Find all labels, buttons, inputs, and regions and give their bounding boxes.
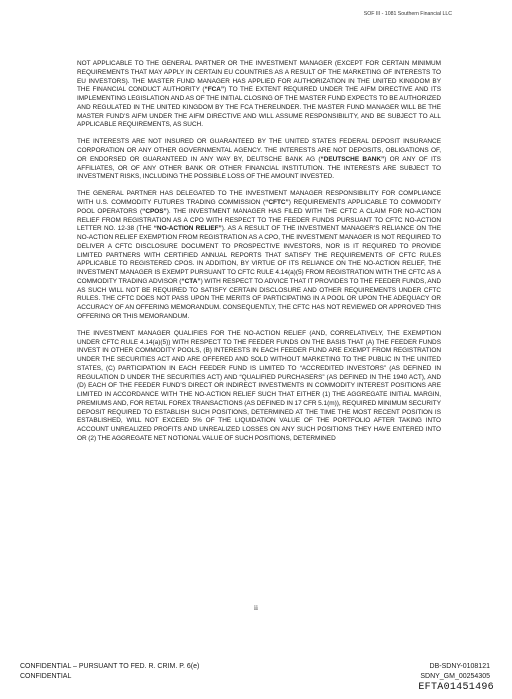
defined-term: “NO-ACTION RELIEF” xyxy=(153,225,222,233)
defined-term: “FCA” xyxy=(204,86,225,94)
paragraph-text: NOT APPLICABLE TO THE GENERAL PARTNER OR THE INVESTMENT MANAGER (EXCEPT FOR CERTAIN MINIMUM REQUIREMENTS THAT MAY APPLY IN CERTAIN EU COUNTRIES AS A RESULT OF THE MARKETING OF INTERESTS TO EU INVESTORS). THE MASTER FUND MANAGER HAS APPLIED FOR AUTHORIZATION IN THE UNITED KINGDOM BY THE FINANCIAL CONDUCT AUTHORITY ( xyxy=(77,60,441,94)
paragraph-text: ). AS A RESULT OF THE INVESTMENT MANAGER’S RELIANCE ON THE NO-ACTION RELIEF EXEMPTION FROM REGISTRATION AS A CPO, THE INVESTMENT MANAGER IS NOT REQUIRED TO DELIVER A CFTC DISCLOSURE DOCUMENT TO PROSPECTIVE INVESTORS, NOR IS IT REQUIRED TO PROVIDE LIMITED PARTNERS WITH CERTIFIED ANNUAL REPORTS THAT SATISFY THE REQUIREMENTS OF CFTC RULES APPLICABLE TO REGISTERED CPOS. IN ADDITION, BY VIRTUE OF ITS RELIANCE ON THE NO-ACTION RELIEF, THE INVESTMENT MANAGER IS EXEMPT PURSUANT TO CFTC RULE 4.14(a)(5) FROM REGISTRATION WITH THE CFTC AS A COMMODITY TRADING ADVISOR ( xyxy=(77,225,442,285)
paragraph-no-action-qualification xyxy=(77,330,441,444)
paragraph-cftc-delegation xyxy=(77,190,441,321)
defined-term: “CFTC” xyxy=(265,199,289,207)
paragraph-text: THE INVESTMENT MANAGER QUALIFIES FOR THE NO-ACTION RELIEF (AND, CORRELATIVELY, THE EXEMPTION UNDER CFTC RULE 4.14(a)(5)) WITH RESPECT TO THE FEEDER FUNDS ON THE BASIS THAT (A) THE FEEDER FUNDS INVEST IN OTHER COMMODITY POOLS, (B) INTERESTS IN EACH FEEDER FUND ARE EXEMPT FROM REGISTRATION UNDER THE SECURITIES ACT AND ARE OFFERED AND SOLD WITHOUT MARKETING TO THE PUBLIC IN THE UNITED STATES, (C) PARTICIPATION IN EACH FEEDER FUND IS LIMITED TO “ACCREDITED INVESTORS” (AS DEFINED IN REGULATION D UNDER THE SECURITIES ACT) AND “QUALIFIED PURCHASERS” (AS DEFINED IN THE 1940 ACT), AND (D) EACH OF THE FEEDER FUND’S DIRECT OR INDIRECT INVESTMENTS IN COMMODITY INTEREST POSITIONS ARE LIMITED IN ACCORDANCE WITH THE NO-ACTION RELIEF SUCH THAT EITHER (1) THE AGGREGATE INITIAL MARGIN, PREMIUMS AND, FOR RETAIL FOREX TRANSACTIONS (AS DEFINED IN 17 CFR 5.1(m)), REQUIRED MINIMUM SECURITY DEPOSIT REQUIRED TO ESTABLISH SUCH POSITIONS, DETERMINED AT THE TIME THE MOST RECENT POSITION IS ESTABLISHED, WILL NOT EXCEED 5% OF THE LIQUIDATION VALUE OF THE PORTFOLIO AFTER TAKING INTO ACCOUNT UNREALIZED PROFITS AND UNREALIZED LOSSES ON ANY SUCH POSITIONS THEY HAVE ENTERED INTO OR (2) THE AGGREGATE NET NOTIONAL VALUE OF SUCH POSITIONS, DETERMINED xyxy=(77,329,441,442)
paragraph-not-insured xyxy=(77,138,441,182)
footer-bates-numbers xyxy=(420,662,490,682)
paragraph-text: ). THE INVESTMENT MANAGER HAS FILED WITH THE CFTC A CLAIM FOR NO-ACTION RELIEF FROM REGISTRATION AS A CPO WITH RESPECT TO THE FEEDER FUNDS PURSUANT TO CFTC NO-ACTION LETTER NO. 12-38 (THE xyxy=(77,207,441,233)
defined-term: “CTA” xyxy=(181,277,201,285)
document-body xyxy=(77,60,441,452)
footer-left-line-1: CONFIDENTIAL – PURSUANT TO FED. R. CRIM. P. 6(e) xyxy=(20,663,200,670)
document-reference: SOF III - 1081 Southern Financial LLC xyxy=(363,11,452,17)
paragraph-aifm xyxy=(77,60,441,130)
page-number: ii xyxy=(254,604,258,612)
paragraph-text: ) WITH RESPECT TO ADVICE THAT IT PROVIDES TO THE FEEDER FUNDS, AND AS SUCH WILL NOT BE REQUIRED TO SATISFY CERTAIN DISCLOSURE AND OTHER REQUIREMENTS UNDER CFTC RULES. THE CFTC DOES NOT PASS UPON THE MERITS OF PARTICIPATING IN A POOL OR UPON THE ADEQUACY OR ACCURACY OF AN OFFERING MEMORANDUM. CONSEQUENTLY, THE CFTC HAS NOT REVIEWED OR APPROVED THIS OFFERING OR THIS MEMORANDUM. xyxy=(77,277,441,320)
paragraph-text: THE GENERAL PARTNER HAS DELEGATED TO THE INVESTMENT MANAGER RESPONSIBILITY FOR COMPLIANCE WITH U.S. COMMODITY FUTURES TRADING COMMISSION ( xyxy=(77,190,441,207)
footer-left-line-2: CONFIDENTIAL xyxy=(20,673,72,680)
defined-term: “CPOS” xyxy=(142,207,167,215)
footer-confidentiality xyxy=(20,662,199,682)
defined-term: “DEUTSCHE BANK” xyxy=(320,155,385,163)
paragraph-text: ) TO THE EXTENT REQUIRED UNDER THE AIFM DIRECTIVE AND ITS IMPLEMENTING LEGISLATION AND AS OF THE INITIAL CLOSING OF THE MASTER FUND EXPECTS TO BE AUTHORIZED AND REGULATED IN THE UNITED KINGDOM BY THE FCA THEREUNDER. THE MASTER FUND MANAGER WILL BE THE MASTER FUND’S AIFM UNDER THE AIFM DIRECTIVE AND WILL ASSUME RESPONSIBILITY, AND BE SUBJECT TO ALL APPLICABLE REQUIREMENTS, AS SUCH. xyxy=(77,86,441,129)
footer-right-line-1: DB-SDNY-0108121 xyxy=(429,663,490,670)
paragraph-text: ) REQUIREMENTS APPLICABLE TO COMMODITY POOL OPERATORS ( xyxy=(77,199,441,215)
efta-stamp: EFTA01451496 xyxy=(418,682,494,693)
footer-right-line-2: SDNY_GM_00254305 xyxy=(420,673,490,680)
paragraph-text: ) OR ANY OF ITS AFFILIATES, OR OF ANY OTHER BANK OR OTHER FINANCIAL INSTITUTION. THE INTERESTS ARE SUBJECT TO INVESTMENT RISKS, INCLUDING THE POSSIBLE LOSS OF THE AMOUNT INVESTED. xyxy=(77,155,441,181)
paragraph-text: THE INTERESTS ARE NOT INSURED OR GUARANTEED BY THE UNITED STATES FEDERAL DEPOSIT INSURANCE CORPORATION OR ANY OTHER GOVERNMENTAL AGENCY. THE INTERESTS ARE NOT DEPOSITS, OBLIGATIONS OF, OR ENDORSED OR GUARANTEED IN ANY WAY BY, DEUTSCHE BANK AG ( xyxy=(77,138,441,163)
